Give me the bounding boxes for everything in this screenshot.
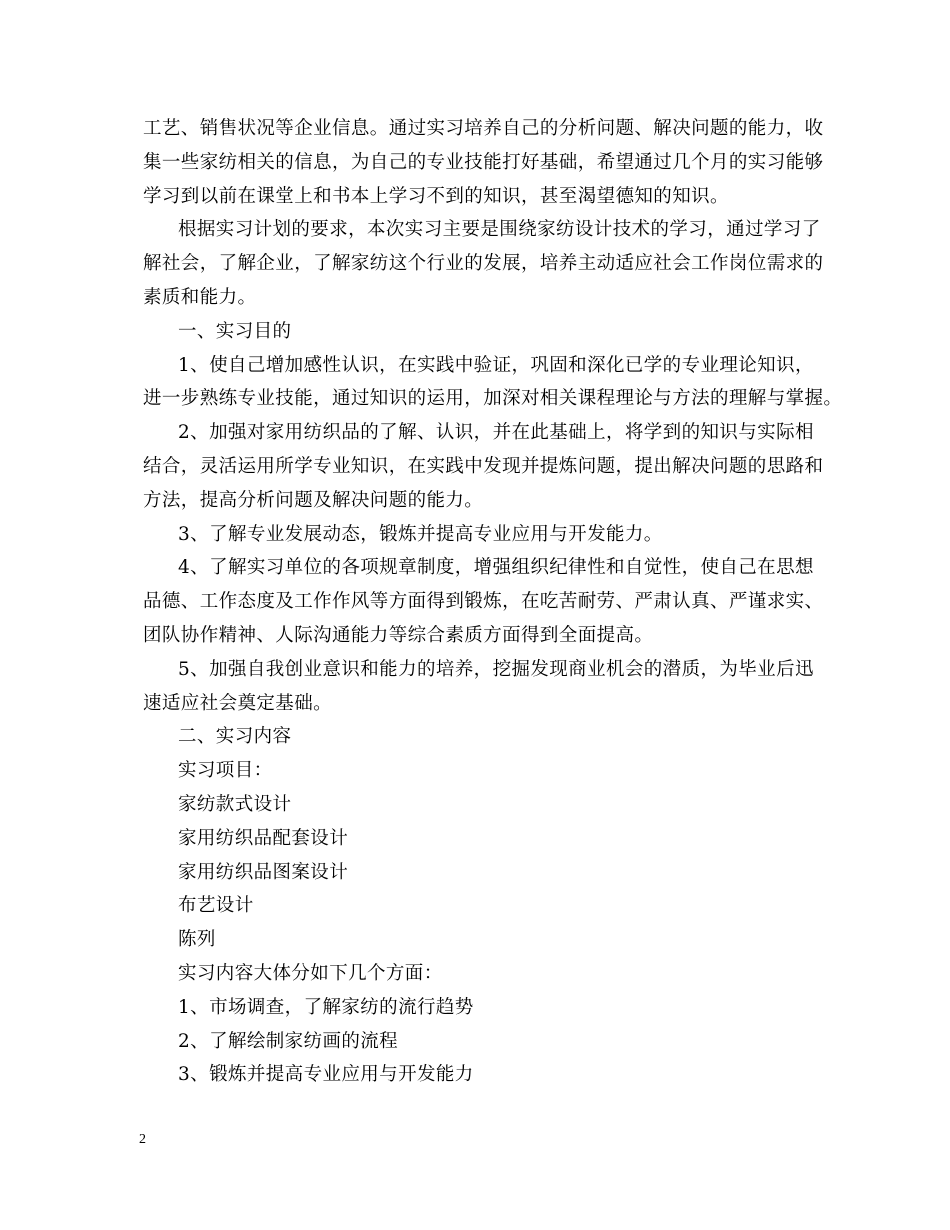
text-line: 方法，提高分析问题及解决问题的能力。 bbox=[143, 489, 484, 511]
text-line: 团队协作精神、人际沟通能力等综合素质方面得到全面提高。 bbox=[143, 624, 654, 646]
text-line: 2、了解绘制家纺画的流程 bbox=[178, 1030, 399, 1052]
text-line: 1、市场调查，了解家纺的流行趋势 bbox=[178, 996, 474, 1018]
text-line: 学习到以前在课堂上和书本上学习不到的知识，甚至渴望德知的知识。 bbox=[143, 185, 729, 207]
text-line: 3、锻炼并提高专业应用与开发能力 bbox=[178, 1064, 474, 1086]
text-line: 工艺、销售状况等企业信息。通过实习培养自己的分析问题、解决问题的能力，收 bbox=[143, 118, 824, 139]
page-number: 2 bbox=[139, 1132, 146, 1147]
text-line: 进一步熟练专业技能，通过知识的运用，加深对相关课程理论与方法的理解与掌握。 bbox=[143, 388, 843, 410]
text-line: 3、了解专业发展动态，锻炼并提高专业应用与开发能力。 bbox=[178, 523, 663, 545]
text-line: 集一些家纺相关的信息，为自己的专业技能打好基础，希望通过几个月的实习能够 bbox=[143, 151, 824, 173]
text-line: 结合，灵活运用所学专业知识，在实践中发现并提炼问题，提出解决问题的思路和 bbox=[143, 455, 824, 477]
text-line: 解社会，了解企业，了解家纺这个行业的发展，培养主动适应社会工作岗位需求的 bbox=[143, 253, 824, 275]
document-body bbox=[143, 112, 843, 1092]
text-line: 家纺款式设计 bbox=[178, 793, 292, 815]
text-line: 一、实习目的 bbox=[178, 320, 292, 342]
text-line: 根据实习计划的要求，本次实习主要是围绕家纺设计技术的学习，通过学习了 bbox=[178, 219, 821, 241]
text-line: 1、使自己增加感性认识，在实践中验证，巩固和深化已学的专业理论知识， bbox=[178, 354, 814, 376]
text-line: 家用纺织品配套设计 bbox=[178, 827, 349, 849]
text-line: 4、了解实习单位的各项规章制度，增强组织纪律性和自觉性，使自己在思想 bbox=[178, 557, 814, 579]
text-line: 实习项目： bbox=[178, 760, 273, 782]
text-line: 实习内容大体分如下几个方面： bbox=[178, 962, 443, 984]
text-line: 二、实习内容 bbox=[178, 726, 292, 748]
text-line: 2、加强对家用纺织品的了解、认识，并在此基础上，将学到的知识与实际相 bbox=[178, 422, 814, 444]
text-line: 陈列 bbox=[178, 929, 216, 951]
text-line: 速适应社会奠定基础。 bbox=[143, 692, 333, 714]
text-line: 品德、工作态度及工作作风等方面得到锻炼，在吃苦耐劳、严肃认真、严谨求实、 bbox=[143, 591, 824, 613]
text-line: 家用纺织品图案设计 bbox=[178, 861, 349, 883]
text-line: 布艺设计 bbox=[178, 895, 254, 917]
text-line: 素质和能力。 bbox=[143, 286, 257, 308]
text-line: 5、加强自我创业意识和能力的培养，挖掘发现商业机会的潜质，为毕业后迅 bbox=[178, 658, 814, 680]
